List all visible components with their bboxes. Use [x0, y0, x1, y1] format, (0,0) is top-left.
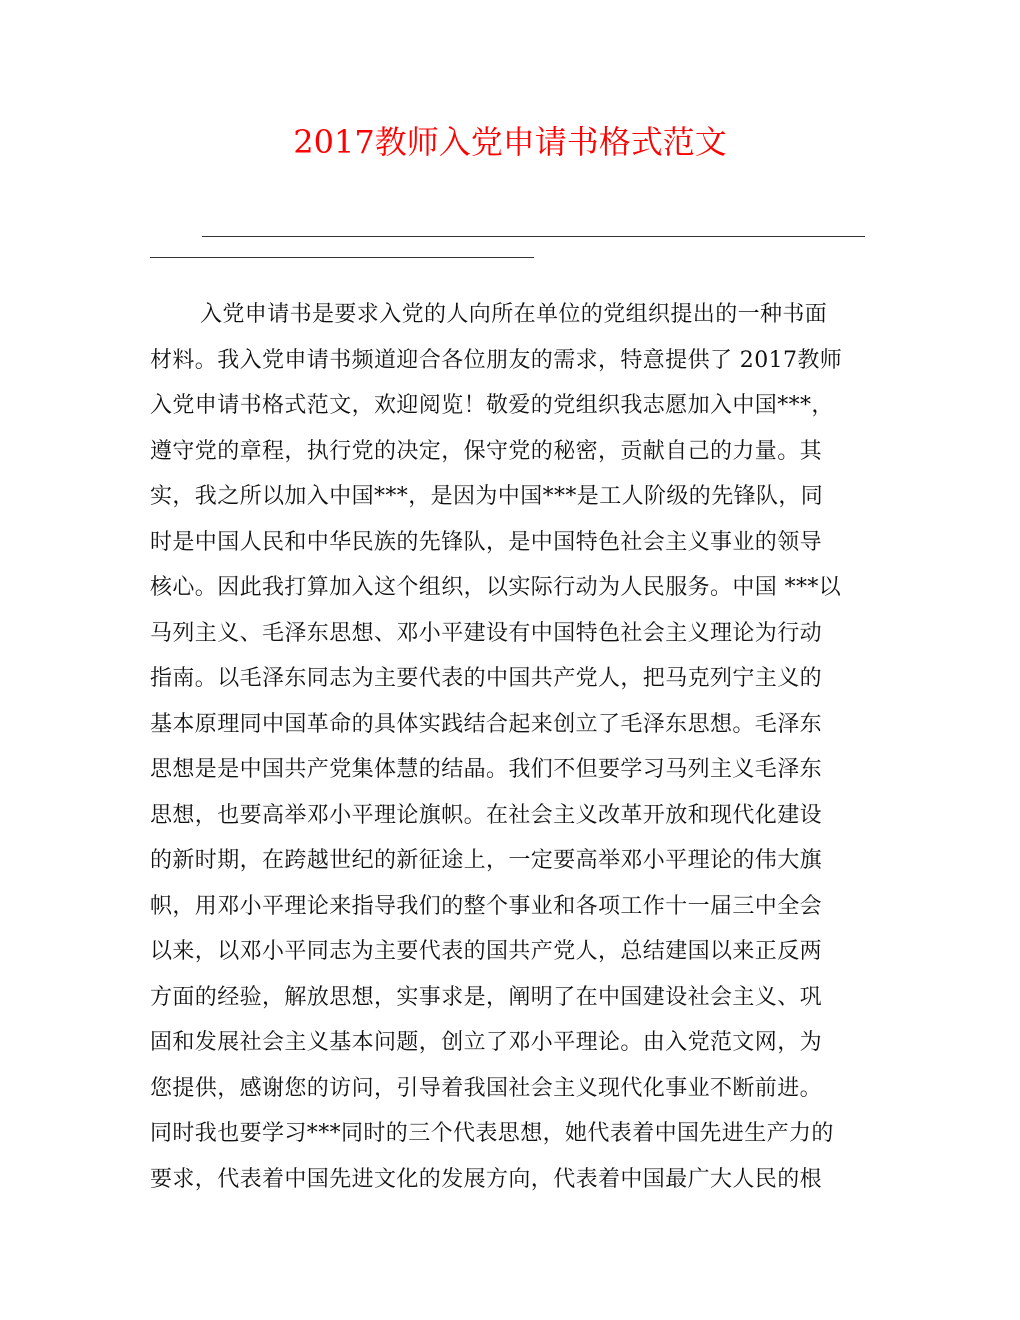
text-line: 实，我之所以加入中国***，是因为中国***是工人阶级的先锋队，同 — [150, 484, 824, 509]
text-line: 同时我也要学习***同时的三个代表思想，她代表着中国先进生产力的 — [150, 1121, 834, 1146]
text-line: 的新时期，在跨越世纪的新征途上，一定要高举邓小平理论的伟大旗 — [150, 848, 823, 873]
document-title: 2017教师入党申请书格式范文 — [293, 123, 727, 161]
text-line: 您提供，感谢您的访问，引导着我国社会主义现代化事业不断前进。 — [150, 1075, 823, 1101]
text-line: 核心。因此我打算加入这个组织，以实际行动为人民服务。中国 ***以 — [150, 575, 842, 600]
text-line: 方面的经验，解放思想，实事求是，阐明了在中国建设社会主义、巩 — [150, 984, 823, 1010]
underline-rule — [202, 236, 865, 237]
text-line: 遵守党的章程，执行党的决定，保守党的秘密，贡献自己的力量。其 — [150, 438, 823, 464]
text-line: 要求，代表着中国先进文化的发展方向，代表着中国最广大人民的根 — [150, 1166, 823, 1192]
underline-rule — [150, 257, 534, 258]
text-line: 材料。我入党申请书频道迎合各位朋友的需求，特意提供了 2017教师 — [150, 347, 843, 373]
text-line: 固和发展社会主义基本问题，创立了邓小平理论。由入党范文网，为 — [150, 1030, 823, 1055]
text-line: 帜，用邓小平理论来指导我们的整个事业和各项工作十一届三中全会 — [150, 893, 823, 919]
text-line: 基本原理同中国革命的具体实践结合起来创立了毛泽东思想。毛泽东 — [150, 711, 823, 737]
text-line: 入党申请书是要求入党的人向所在单位的党组织提出的一种书面 — [200, 302, 828, 327]
text-line: 入党申请书格式范文，欢迎阅览！敬爱的党组织我志愿加入中国***， — [150, 393, 834, 418]
text-line: 以来，以邓小平同志为主要代表的国共产党人，总结建国以来正反两 — [150, 939, 823, 964]
text-line: 指南。以毛泽东同志为主要代表的中国共产党人，把马克列宁主义的 — [150, 666, 823, 691]
body-text — [150, 292, 870, 1202]
text-line: 思想，也要高举邓小平理论旗帜。在社会主义改革开放和现代化建设 — [150, 802, 823, 828]
text-line: 马列主义、毛泽东思想、邓小平建设有中国特色社会主义理论为行动 — [150, 620, 823, 646]
text-line: 时是中国人民和中华民族的先锋队，是中国特色社会主义事业的领导 — [150, 529, 823, 555]
text-line: 思想是是中国共产党集体慧的结晶。我们不但要学习马列主义毛泽东 — [150, 757, 823, 782]
